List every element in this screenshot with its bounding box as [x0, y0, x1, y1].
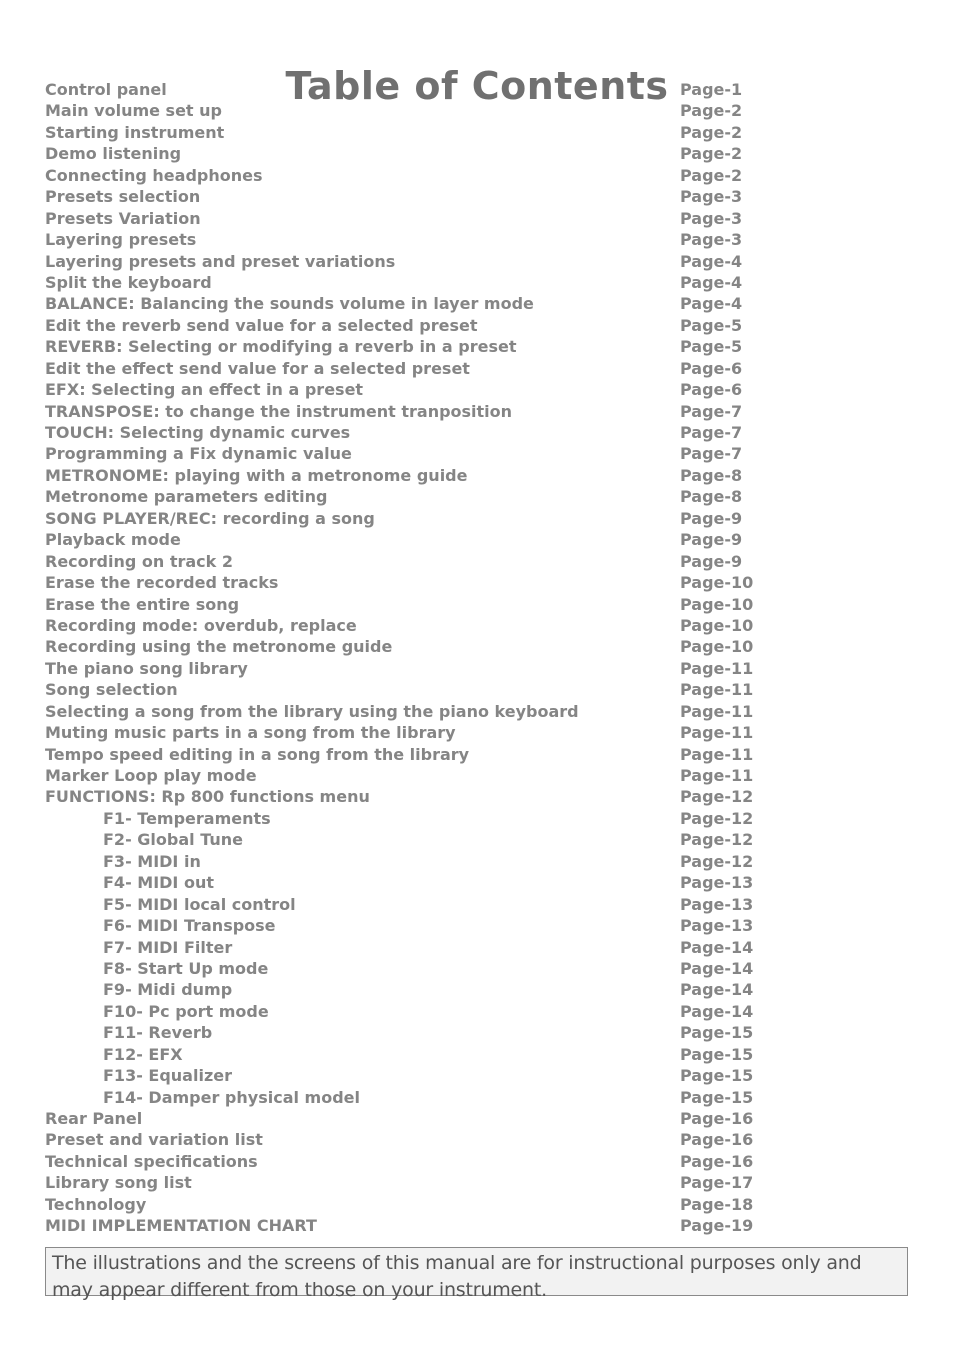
toc-entry-label: Playback mode [45, 530, 181, 550]
toc-subentry [45, 958, 905, 979]
toc-entry-page-number: Page-4 [680, 251, 743, 271]
toc-entry [45, 615, 905, 636]
toc-entry-label: Metronome parameters editing [45, 487, 328, 507]
toc-entry-label: Recording using the metronome guide [45, 637, 393, 657]
toc-entry-label: F3- MIDI in [103, 851, 201, 871]
toc-entry-page-number: Page-5 [680, 315, 743, 335]
toc-entry-page-number: Page-5 [680, 337, 743, 357]
toc-subentry [45, 808, 905, 829]
toc-entry-label: METRONOME: playing with a metronome guide [45, 465, 468, 485]
toc-entry-label: F12- EFX [103, 1044, 183, 1064]
toc-entry-label: Muting music parts in a song from the library [45, 723, 456, 743]
toc-entry-label: Erase the recorded tracks [45, 573, 279, 593]
disclaimer-note: The illustrations and the screens of this manual are for instructional purposes only and may appear different from those on your instrument. [45, 1247, 908, 1296]
toc-entry-page-number: Page-14 [680, 980, 754, 1000]
toc-entry-page-number: Page-12 [680, 830, 754, 850]
toc-entry [45, 486, 905, 507]
toc-entry-page-number: Page-10 [680, 573, 754, 593]
toc-entry-page-number: Page-17 [680, 1173, 754, 1193]
toc-entry-page-number: Page-16 [680, 1130, 754, 1150]
toc-entry-page-number: Page-2 [680, 144, 743, 164]
toc-entry-label: F4- MIDI out [103, 873, 214, 893]
toc-entry-label: Programming a Fix dynamic value [45, 444, 352, 464]
toc-entry-page-number: Page-3 [680, 208, 743, 228]
toc-subentry [45, 1022, 905, 1043]
toc-entry-label: F2- Global Tune [103, 830, 243, 850]
toc-entry [45, 1215, 905, 1236]
toc-entry-label: Technology [45, 1194, 147, 1214]
toc-entry-label: SONG PLAYER/REC: recording a song [45, 508, 375, 528]
toc-entry-page-number: Page-15 [680, 1087, 754, 1107]
toc-entry-page-number: Page-2 [680, 101, 743, 121]
toc-entry-page-number: Page-15 [680, 1023, 754, 1043]
toc-entry-label: Starting instrument [45, 122, 225, 142]
toc-entry-page-number: Page-9 [680, 551, 743, 571]
toc-entry-label: BALANCE: Balancing the sounds volume in layer mode [45, 294, 534, 314]
page-title: Table of Contents [285, 64, 669, 109]
toc-entry [45, 358, 905, 379]
toc-entry-label: MIDI IMPLEMENTATION CHART [45, 1216, 317, 1236]
toc-entry [45, 229, 905, 250]
toc-entry-page-number: Page-6 [680, 380, 743, 400]
toc-entry-page-number: Page-16 [680, 1109, 754, 1128]
toc-entry-page-number: Page-11 [680, 680, 754, 700]
toc-entry-page-number: Page-14 [680, 1001, 754, 1021]
toc-subentry [45, 1044, 905, 1065]
toc-subentry [45, 979, 905, 1000]
toc-entry-page-number: Page-13 [680, 873, 754, 893]
toc-entry [45, 208, 905, 229]
toc-entry-label: Recording on track 2 [45, 551, 234, 571]
toc-entry-page-number: Page-11 [680, 723, 754, 743]
toc-entry-label: Split the keyboard [45, 272, 212, 292]
toc-entry-page-number: Page-9 [680, 530, 743, 550]
toc-entry [45, 143, 905, 164]
toc-entry [45, 401, 905, 422]
toc-entry-label: REVERB: Selecting or modifying a reverb in a preset [45, 337, 517, 357]
toc-entry-page-number: Page-12 [680, 851, 754, 871]
toc-entry-page-number: Page-15 [680, 1044, 754, 1064]
toc-entry [45, 529, 905, 550]
toc-entry-label: F9- Midi dump [103, 980, 233, 1000]
toc-entry [45, 443, 905, 464]
toc-entry-page-number: Page-3 [680, 230, 743, 250]
toc-entry-page-number: Page-3 [680, 187, 743, 207]
toc-entry-label: Selecting a song from the library using the piano keyboard [45, 701, 579, 721]
toc-subentry [45, 894, 905, 915]
toc-entry [45, 1172, 905, 1193]
toc-entry-page-number: Page-8 [680, 465, 743, 485]
toc-subentry [45, 937, 905, 958]
toc-entry-label: Rear Panel [45, 1109, 143, 1128]
toc-entry-page-number: Page-10 [680, 637, 754, 657]
toc-entry [45, 1129, 905, 1150]
toc-entry-page-number: Page-8 [680, 487, 743, 507]
toc-entry-page-number: Page-9 [680, 508, 743, 528]
toc-entry-label: Edit the effect send value for a selected preset [45, 358, 470, 378]
toc-entry-label: The piano song library [45, 658, 248, 678]
toc-entry [45, 551, 905, 572]
toc-subentry [45, 1065, 905, 1086]
toc-entry-page-number: Page-16 [680, 1151, 754, 1171]
toc-entry [45, 122, 905, 143]
toc-entry-label: F14- Damper physical model [103, 1087, 360, 1107]
toc-entry-label: Demo listening [45, 144, 182, 164]
toc-entry-label: Preset and variation list [45, 1130, 263, 1150]
toc-entry-page-number: Page-7 [680, 444, 743, 464]
toc-entry [45, 336, 905, 357]
toc-entry-label: F8- Start Up mode [103, 958, 269, 978]
toc-entry [45, 1151, 905, 1172]
toc-subentry [45, 1001, 905, 1022]
toc-entry-page-number: Page-4 [680, 294, 743, 314]
toc-entry-label: Erase the entire song [45, 594, 240, 614]
toc-entry-label: F1- Temperaments [103, 808, 271, 828]
toc-entry-label: Connecting headphones [45, 165, 263, 185]
toc-entry [45, 744, 905, 765]
toc-entry [45, 315, 905, 336]
toc-entry-label: F11- Reverb [103, 1023, 213, 1043]
toc-entry [45, 594, 905, 615]
toc-entry-page-number: Page-11 [680, 658, 754, 678]
toc-entry-page-number: Page-11 [680, 744, 754, 764]
toc-subentry [45, 851, 905, 872]
toc-entry [45, 658, 905, 679]
toc-entry-page-number: Page-15 [680, 1066, 754, 1086]
toc-entry-page-number: Page-19 [680, 1216, 754, 1236]
toc-entry-label: F6- MIDI Transpose [103, 916, 276, 936]
toc-entry [45, 293, 905, 314]
toc-entry-label: Layering presets [45, 230, 197, 250]
toc-entry [45, 786, 905, 807]
toc-entry-page-number: Page-12 [680, 808, 754, 828]
toc-entry-page-number: Page-7 [680, 423, 743, 442]
toc-entry [45, 186, 905, 207]
toc-entry [45, 79, 905, 100]
toc-entry-label: TOUCH: Selecting dynamic curves [45, 423, 351, 442]
toc-entry-label: TRANSPOSE: to change the instrument tranposition [45, 401, 513, 421]
toc-entry-label: F10- Pc port mode [103, 1001, 269, 1021]
toc-entry [45, 465, 905, 486]
toc-entry [45, 165, 905, 186]
toc-entry-page-number: Page-10 [680, 615, 754, 635]
toc-entry-page-number: Page-14 [680, 937, 754, 957]
toc-entry-label: Layering presets and preset variations [45, 251, 396, 271]
toc-entry [45, 379, 905, 400]
toc-entry-label: F7- MIDI Filter [103, 937, 233, 957]
toc-entry-label: Library song list [45, 1173, 192, 1193]
toc-subentry [45, 1087, 905, 1108]
toc-entry [45, 701, 905, 722]
toc-entry-page-number: Page-4 [680, 272, 743, 292]
toc-entry-page-number: Page-13 [680, 916, 754, 936]
toc-entry-page-number: Page-11 [680, 766, 754, 785]
toc-entry-label: Marker Loop play mode [45, 766, 257, 785]
toc-entry-page-number: Page-6 [680, 358, 743, 378]
toc-entry-page-number: Page-11 [680, 701, 754, 721]
toc-entry-label: Recording mode: overdub, replace [45, 615, 357, 635]
toc-entry-page-number: Page-2 [680, 122, 743, 142]
toc-entry-page-number: Page-13 [680, 894, 754, 914]
toc-entry-label: Control panel [45, 80, 167, 99]
toc-entry-label: F5- MIDI local control [103, 894, 296, 914]
toc-subentry [45, 915, 905, 936]
toc-entry-page-number: Page-2 [680, 165, 743, 185]
toc-entry-page-number: Page-12 [680, 787, 754, 807]
toc-entry-label: Presets selection [45, 187, 201, 207]
toc-entry [45, 1194, 905, 1215]
toc-entry-label: Edit the reverb send value for a selected preset [45, 315, 478, 335]
toc-entry-page-number: Page-7 [680, 401, 743, 421]
toc-entry [45, 722, 905, 743]
toc-entry [45, 636, 905, 657]
table-of-contents-list [45, 79, 905, 1237]
toc-subentry [45, 829, 905, 850]
toc-subentry [45, 872, 905, 893]
toc-entry-label: F13- Equalizer [103, 1066, 232, 1086]
toc-entry-page-number: Page-14 [680, 958, 754, 978]
toc-entry [45, 272, 905, 293]
toc-entry [45, 508, 905, 529]
toc-entry [45, 1108, 905, 1129]
toc-entry [45, 679, 905, 700]
toc-entry-label: Main volume set up [45, 101, 222, 121]
toc-entry-label: Technical specifications [45, 1151, 258, 1171]
toc-entry-page-number: Page-18 [680, 1194, 754, 1214]
toc-entry [45, 765, 905, 786]
toc-entry [45, 100, 905, 121]
toc-entry-label: Song selection [45, 680, 178, 700]
toc-entry-label: Presets Variation [45, 208, 201, 228]
toc-entry-label: EFX: Selecting an effect in a preset [45, 380, 364, 400]
toc-entry-page-number: Page-10 [680, 594, 754, 614]
toc-entry-label: FUNCTIONS: Rp 800 functions menu [45, 787, 370, 807]
toc-entry-label: Tempo speed editing in a song from the library [45, 744, 470, 764]
toc-entry-page-number: Page-1 [680, 80, 743, 99]
toc-entry [45, 422, 905, 443]
toc-entry [45, 251, 905, 272]
toc-entry [45, 572, 905, 593]
